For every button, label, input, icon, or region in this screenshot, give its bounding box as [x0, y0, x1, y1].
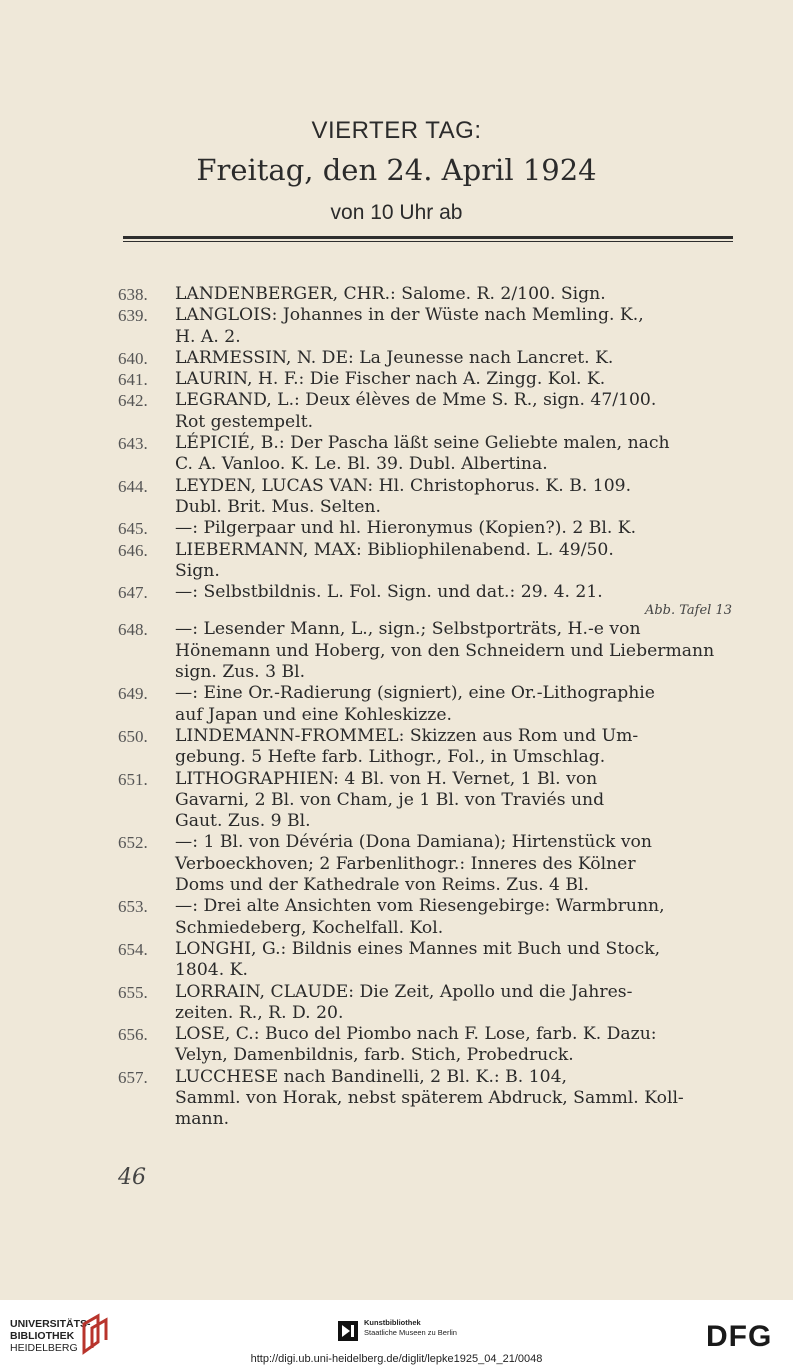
lot-description [175, 305, 733, 348]
lot-description [175, 540, 733, 583]
lot-description-line: LEYDEN, LUCAS VAN: Hl. Christophorus. K. B. 109. [175, 475, 632, 496]
lot-description-line: LITHOGRAPHIEN: 4 Bl. von H. Vernet, 1 Bl. von [175, 768, 598, 789]
lot-description-line: —: Drei alte Ansichten vom Riesengebirge: Warmbrunn, [175, 896, 665, 917]
lot-entry [0, 582, 793, 619]
plate-reference: Abb. Tafel 13 [644, 603, 732, 619]
lot-number: 657. [118, 1067, 148, 1087]
lot-description [175, 619, 733, 683]
lot-description-line: mann. [175, 1109, 230, 1130]
lot-number: 648. [118, 620, 148, 640]
lot-number: 647. [118, 583, 148, 603]
lot-description [175, 832, 733, 896]
lot-description-line: Gavarni, 2 Bl. von Cham, je 1 Bl. von Traviés und [175, 789, 605, 810]
lot-description-line: Velyn, Damenbildnis, farb. Stich, Probedruck. [175, 1045, 574, 1066]
lot-number: 654. [118, 939, 148, 959]
lot-description-line: C. A. Vanloo. K. Le. Bl. 39. Dubl. Albertina. [175, 454, 548, 475]
lot-description-line: LOSE, C.: Buco del Piombo nach F. Lose, farb. K. Dazu: [175, 1024, 657, 1045]
time-subheading: von 10 Uhr ab [330, 201, 463, 224]
date-heading: Freitag, den 24. April 1924 [196, 153, 597, 187]
lot-description-line: auf Japan und eine Kohleskizze. [175, 704, 452, 725]
uni-line-2: BIBLIOTHEK [10, 1330, 75, 1342]
lot-description-line: Hönemann und Hoberg, von den Schneidern und Liebermann [175, 640, 715, 661]
lot-number: 638. [118, 285, 148, 304]
lot-description-line: Doms und der Kathedrale von Reims. Zus. 4 Bl. [175, 875, 589, 896]
lot-entry [0, 769, 793, 833]
lot-entry [0, 284, 793, 305]
lot-description [175, 896, 733, 939]
lot-description-line: sign. Zus. 3 Bl. [175, 662, 306, 683]
lot-description-line: Dubl. Brit. Mus. Selten. [175, 496, 381, 517]
lot-description-line: LUCCHESE nach Bandinelli, 2 Bl. K.: B. 104, [175, 1066, 567, 1087]
lot-number: 641. [118, 370, 148, 390]
lot-entry [0, 348, 793, 369]
lot-entry [0, 939, 793, 982]
lot-entry [0, 1067, 793, 1131]
lot-description-line: —: Pilgerpaar und hl. Hieronymus (Kopien?). 2 Bl. K. [175, 518, 637, 539]
lot-description [175, 582, 733, 603]
lot-description-line: —: Eine Or.-Radierung (signiert), eine Or.-Lithographie [175, 683, 655, 704]
lot-number: 639. [118, 306, 148, 326]
lot-description-line: —: 1 Bl. von Dévéria (Dona Damiana); Hirtenstück von [175, 832, 652, 853]
kb-subtitle: Staatliche Museen zu Berlin [364, 1328, 457, 1337]
double-rule-thin [123, 241, 733, 242]
kb-title: Kunstbibliothek [364, 1318, 421, 1327]
lot-number: 642. [118, 391, 148, 411]
lot-entry [0, 369, 793, 390]
viewer-footer [0, 1300, 793, 1367]
lot-number: 650. [118, 726, 148, 746]
lot-description-line: Sign. [175, 560, 220, 581]
lot-description [175, 769, 733, 833]
lot-description-line: LIEBERMANN, MAX: Bibliophilenabend. L. 49/50. [175, 539, 614, 560]
lot-number: 646. [118, 540, 148, 560]
lot-entry [0, 1024, 793, 1067]
lot-number: 652. [118, 833, 148, 853]
lot-description [175, 939, 733, 982]
lot-description [175, 348, 733, 369]
page-number: 46 [118, 1165, 146, 1190]
lot-description [175, 683, 733, 726]
day-title: VIERTER TAG: [311, 117, 482, 144]
lot-entry [0, 476, 793, 519]
lot-number: 643. [118, 434, 148, 454]
lot-description-line: Verboeckhoven; 2 Farbenlithogr.: Inneres des Kölner [175, 853, 636, 874]
lot-number: 649. [118, 684, 148, 704]
lot-number: 644. [118, 476, 148, 496]
lot-description-line: LANGLOIS: Johannes in der Wüste nach Memling. K., [175, 305, 644, 326]
lot-entry [0, 982, 793, 1025]
lot-entry [0, 896, 793, 939]
lot-entry [0, 683, 793, 726]
lot-entry [0, 305, 793, 348]
lot-description [175, 284, 733, 305]
lot-entry [0, 390, 793, 433]
lot-description-line: —: Selbstbildnis. L. Fol. Sign. und dat.: 29. 4. 21. [175, 582, 603, 603]
lot-description-line: Rot gestempelt. [175, 411, 314, 432]
lot-description [175, 1024, 733, 1067]
lot-description [175, 369, 733, 390]
kunstbibliothek-logo-icon[interactable] [338, 1321, 358, 1341]
lot-description-line: 1804. K. [175, 960, 248, 981]
lot-description [175, 433, 733, 476]
lot-description-line: LANDENBERGER, CHR.: Salome. R. 2/100. Sign. [175, 284, 606, 304]
lot-description-line: Samml. von Horak, nebst späterem Abdruck, Samml. Koll- [175, 1087, 684, 1108]
lot-description-line: LEGRAND, L.: Deux élèves de Mme S. R., sign. 47/100. [175, 390, 657, 411]
lot-description-line: gebung. 5 Hefte farb. Lithogr., Fol., in Umschlag. [175, 747, 606, 768]
kunstbibliothek-label[interactable] [364, 1318, 457, 1338]
heidelberg-logo-icon[interactable] [78, 1312, 112, 1356]
lot-list [0, 284, 793, 1131]
lot-number: 653. [118, 897, 148, 917]
lot-entry [0, 540, 793, 583]
uni-line-1: UNIVERSITÄTS- [10, 1318, 91, 1330]
lot-number: 640. [118, 348, 148, 368]
lot-entry [0, 433, 793, 476]
lot-number: 651. [118, 769, 148, 789]
lot-description [175, 518, 733, 539]
lot-description [175, 1067, 733, 1131]
lot-entry [0, 619, 793, 683]
lot-description [175, 390, 733, 433]
permalink-url[interactable]: http://digi.ub.uni-heidelberg.de/diglit/lepke1925_04_21/0048 [250, 1353, 543, 1365]
lot-description-line: LARMESSIN, N. DE: La Jeunesse nach Lancret. K. [175, 347, 614, 368]
lot-entry [0, 726, 793, 769]
lot-description [175, 476, 733, 519]
lot-description-line: LAURIN, H. F.: Die Fischer nach A. Zingg. Kol. K. [175, 369, 606, 390]
lot-description-line: LINDEMANN-FROMMEL: Skizzen aus Rom und Um- [175, 725, 639, 746]
uni-line-3: HEIDELBERG [10, 1342, 78, 1354]
lot-entry [0, 832, 793, 896]
lot-description-line: H. A. 2. [175, 326, 241, 347]
lot-number: 656. [118, 1025, 148, 1045]
lot-number: 645. [118, 519, 148, 539]
lot-description-line: zeiten. R., R. D. 20. [175, 1002, 344, 1023]
lot-description [175, 982, 733, 1025]
lot-description-line: LONGHI, G.: Bildnis eines Mannes mit Buch und Stock, [175, 938, 661, 959]
double-rule-thick [123, 236, 733, 239]
lot-description [175, 726, 733, 769]
lot-description-line: Gaut. Zus. 9 Bl. [175, 811, 311, 832]
lot-number: 655. [118, 982, 148, 1002]
lot-description-line: LÉPICIÉ, B.: Der Pascha läßt seine Geliebte malen, nach [175, 433, 670, 454]
dfg-logo[interactable]: DFG [706, 1320, 773, 1353]
lot-entry [0, 518, 793, 539]
lot-description-line: —: Lesender Mann, L., sign.; Selbstporträts, H.-e von [175, 619, 641, 640]
lot-description-line: Schmiedeberg, Kochelfall. Kol. [175, 917, 444, 938]
lot-description-line: LORRAIN, CLAUDE: Die Zeit, Apollo und die Jahres- [175, 981, 633, 1002]
